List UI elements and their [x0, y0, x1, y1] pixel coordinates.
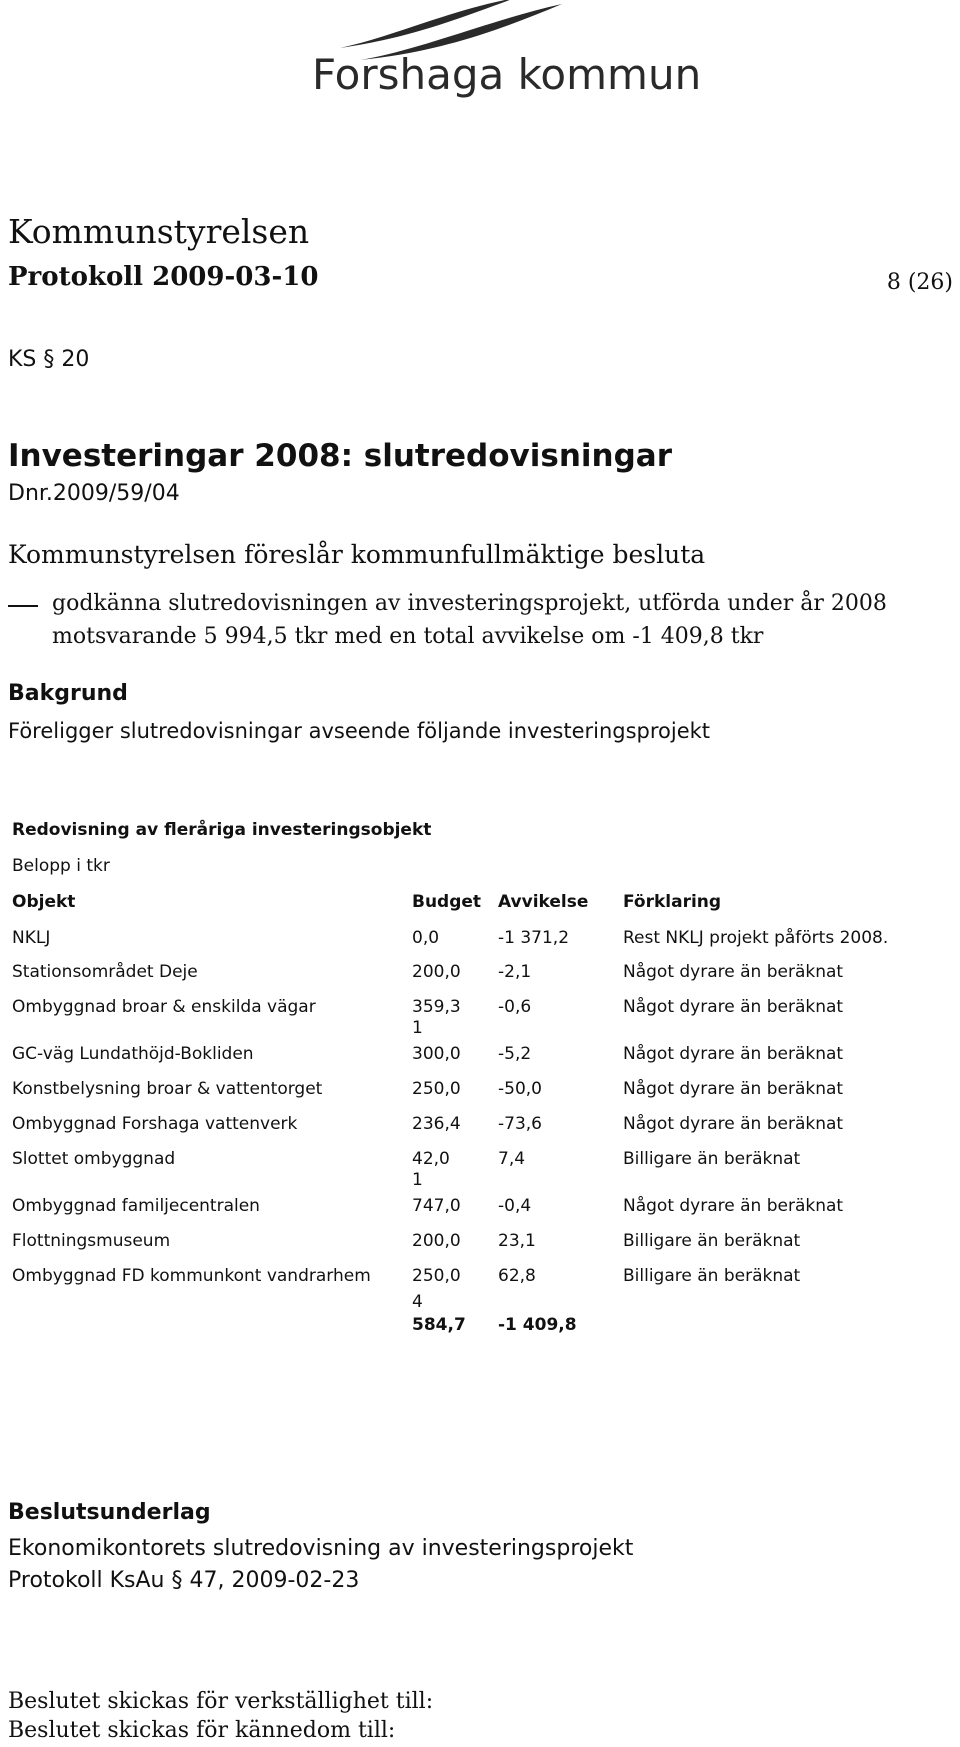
cell-deviation: 62,8 [498, 1266, 536, 1286]
cell-explanation: Billigare än beräknat [623, 1231, 801, 1251]
distribution-execution: Beslutet skickas för verkställighet till: [8, 1689, 434, 1714]
cell-object: NKLJ [12, 928, 51, 948]
cell-object: Ombyggnad broar & enskilda vägar [12, 997, 316, 1017]
cell-budget: 236,4 [412, 1114, 461, 1134]
header-object: Objekt [12, 892, 76, 912]
logo-text: Forshaga kommun [312, 50, 702, 99]
cell-deviation: -50,0 [498, 1079, 542, 1099]
cell-object: Ombyggnad Forshaga vattenverk [12, 1114, 298, 1134]
cell-deviation: 7,4 [498, 1149, 526, 1169]
cell-object: Slottet ombyggnad [12, 1149, 176, 1169]
background-heading: Bakgrund [8, 681, 128, 706]
cell-deviation: -2,1 [498, 962, 532, 982]
cell-budget: 42,0 [412, 1149, 450, 1169]
cell-explanation: Något dyrare än beräknat [623, 1196, 844, 1216]
header-deviation: Avvikelse [498, 892, 589, 912]
cell-object: GC-väg Lundathöjd-Bokliden [12, 1044, 254, 1064]
cell-explanation: Något dyrare än beräknat [623, 1114, 844, 1134]
total-deviation: -1 409,8 [498, 1315, 577, 1335]
cell-budget: 250,0 [412, 1266, 461, 1286]
basis-item-1: Ekonomikontorets slutredovisning av investeringsprojekt [8, 1536, 634, 1561]
decision-text-line-2: motsvarande 5 994,5 tkr med en total avvikelse om -1 409,8 tkr [52, 624, 764, 649]
cell-explanation: Något dyrare än beräknat [623, 997, 844, 1017]
cell-deviation: -0,4 [498, 1196, 532, 1216]
cell-explanation: Rest NKLJ projekt påförts 2008. [623, 928, 889, 948]
case-title: Investeringar 2008: slutredovisningar [8, 438, 672, 474]
cell-budget: 250,0 [412, 1079, 461, 1099]
cell-explanation: Något dyrare än beräknat [623, 1079, 844, 1099]
cell-deviation: -5,2 [498, 1044, 532, 1064]
cell-object: Konstbelysning broar & vattentorget [12, 1079, 323, 1099]
case-number: Dnr.2009/59/04 [8, 481, 180, 506]
organization-name: Kommunstyrelsen [8, 212, 310, 251]
cell-budget: 359,3 [412, 997, 461, 1017]
header-explanation: Förklaring [623, 892, 722, 912]
cell-object: Ombyggnad FD kommunkont vandrarhem [12, 1266, 371, 1286]
cell-object: Stationsområdet Deje [12, 962, 198, 982]
background-text: Föreligger slutredovisningar avseende följande investeringsprojekt [8, 719, 711, 743]
total-budget: 584,7 [412, 1315, 466, 1335]
cell-deviation: 23,1 [498, 1231, 536, 1251]
cell-budget: 0,0 [412, 928, 440, 948]
cell-budget-overflow: 1 [412, 1170, 423, 1190]
list-dash [8, 605, 38, 607]
cell-budget-overflow: 4 [412, 1292, 423, 1312]
distribution-information: Beslutet skickas för kännedom till: [8, 1718, 396, 1743]
cell-budget-overflow: 1 [412, 1018, 423, 1038]
cell-budget: 200,0 [412, 1231, 461, 1251]
proposal-heading: Kommunstyrelsen föreslår kommunfullmäktige besluta [8, 540, 706, 569]
cell-object: Flottningsmuseum [12, 1231, 171, 1251]
basis-heading: Beslutsunderlag [8, 1500, 211, 1525]
cell-budget: 300,0 [412, 1044, 461, 1064]
cell-explanation: Något dyrare än beräknat [623, 1044, 844, 1064]
cell-deviation: -1 371,2 [498, 928, 570, 948]
cell-explanation: Billigare än beräknat [623, 1149, 801, 1169]
page-number: 8 (26) [886, 270, 953, 295]
table-unit: Belopp i tkr [12, 856, 110, 876]
cell-budget: 747,0 [412, 1196, 461, 1216]
cell-deviation: -73,6 [498, 1114, 542, 1134]
cell-explanation: Något dyrare än beräknat [623, 962, 844, 982]
cell-explanation: Billigare än beräknat [623, 1266, 801, 1286]
basis-item-2: Protokoll KsAu § 47, 2009-02-23 [8, 1568, 360, 1593]
section-number: KS § 20 [8, 347, 90, 372]
municipality-logo [300, 0, 702, 120]
cell-deviation: -0,6 [498, 997, 532, 1017]
table-title: Redovisning av fleråriga investeringsobjekt [12, 820, 432, 840]
protocol-title: Protokoll 2009-03-10 [8, 262, 319, 292]
decision-text-line-1: godkänna slutredovisningen av investeringsprojekt, utförda under år 2008 [52, 591, 887, 616]
cell-budget: 200,0 [412, 962, 461, 982]
cell-object: Ombyggnad familjecentralen [12, 1196, 260, 1216]
header-budget: Budget [412, 892, 482, 912]
